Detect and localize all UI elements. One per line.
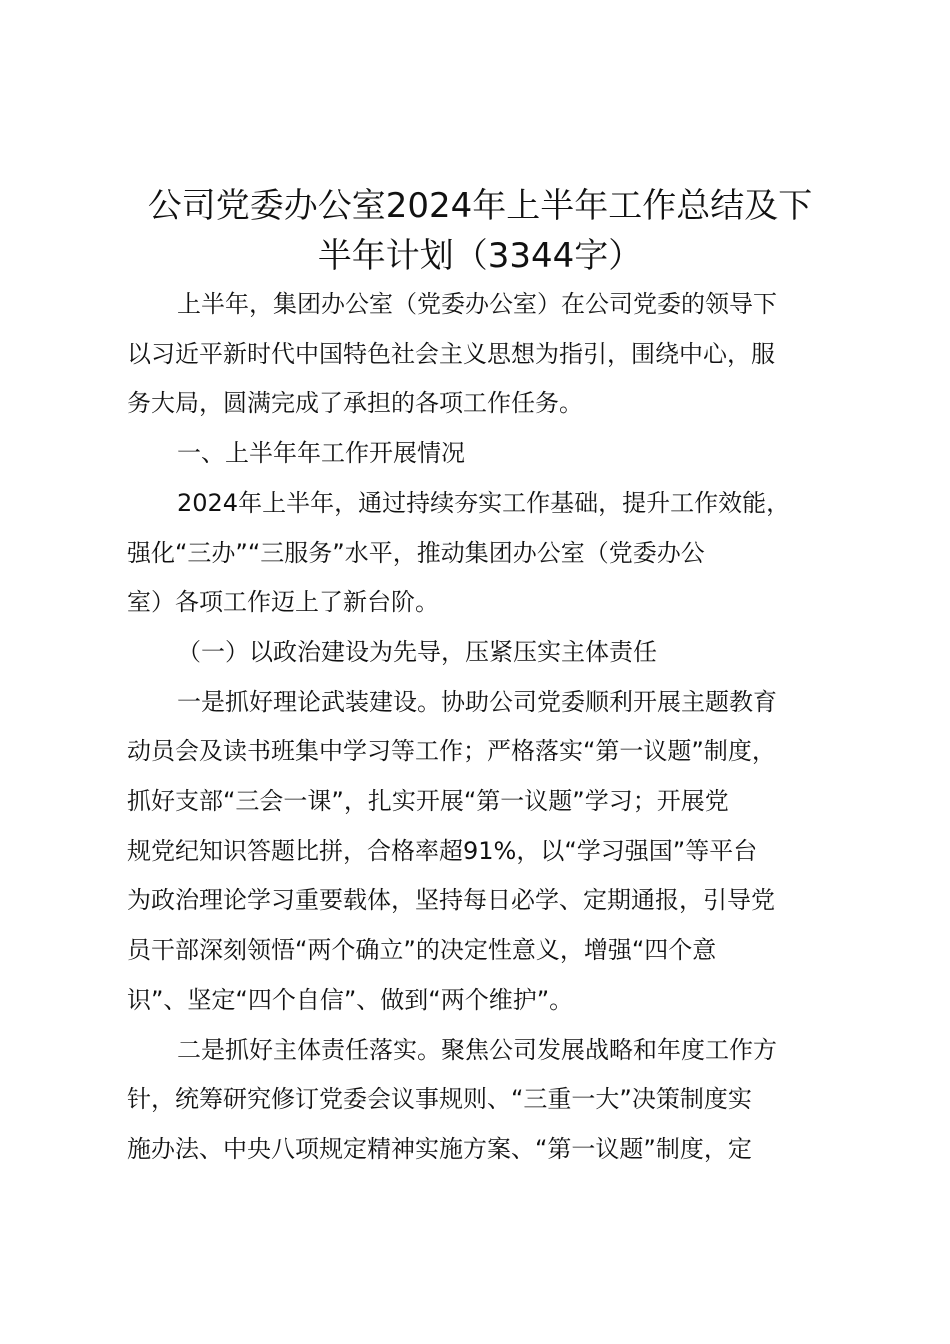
- text-line: 动员会及读书班集中学习等工作；严格落实“第一议题”制度，: [127, 737, 776, 766]
- text-line: 一、上半年年工作开展情况: [177, 439, 465, 468]
- text-line: 规党纪知识答题比拼，合格率超91%，以“学习强国”等平台: [127, 836, 758, 865]
- text-line: 一是抓好理论武装建设。协助公司党委顺利开展主题教育: [177, 687, 777, 716]
- text-line: 抓好支部“三会一课”，扎实开展“第一议题”学习；开展党: [127, 787, 729, 816]
- text-line: 强化“三办”“三服务”水平，推动集团办公室（党委办公: [127, 538, 705, 567]
- text-line: 针，统筹研究修订党委会议事规则、“三重一大”决策制度实: [127, 1085, 752, 1114]
- document-body: [127, 280, 833, 1175]
- theory-paragraph: [127, 678, 833, 1026]
- subsection-heading: [127, 628, 833, 678]
- title-line-1: 公司党委办公室2024年上半年工作总结及下: [147, 186, 813, 226]
- text-line: 室）各项工作迈上了新台阶。: [127, 588, 439, 617]
- text-line: 施办法、中央八项规定精神实施方案、“第一议题”制度，定: [127, 1134, 752, 1163]
- text-line: 识”、坚定“四个自信”、做到“两个维护”。: [127, 985, 574, 1014]
- section-heading: [127, 429, 833, 479]
- document-title: [110, 181, 850, 281]
- text-line: 上半年，集团办公室（党委办公室）在公司党委的领导下: [177, 290, 777, 318]
- text-line: 以习近平新时代中国特色社会主义思想为指引，围绕中心，服: [127, 339, 775, 368]
- text-line: （一）以政治建设为先导，压紧压实主体责任: [177, 637, 657, 666]
- section-summary-paragraph: [127, 479, 833, 628]
- text-line: 为政治理论学习重要载体，坚持每日必学、定期通报，引导党: [127, 886, 775, 915]
- title-line-2: 半年计划（3344字）: [317, 236, 643, 276]
- text-line: 员干部深刻领悟“两个确立”的决定性意义，增强“四个意: [127, 936, 717, 965]
- text-line: 2024年上半年，通过持续夯实工作基础，提升工作效能，: [177, 488, 791, 517]
- intro-paragraph: [127, 280, 833, 429]
- responsibility-paragraph: [127, 1026, 833, 1175]
- text-line: 二是抓好主体责任落实。聚焦公司发展战略和年度工作方: [177, 1035, 777, 1064]
- text-line: 务大局，圆满完成了承担的各项工作任务。: [127, 389, 583, 418]
